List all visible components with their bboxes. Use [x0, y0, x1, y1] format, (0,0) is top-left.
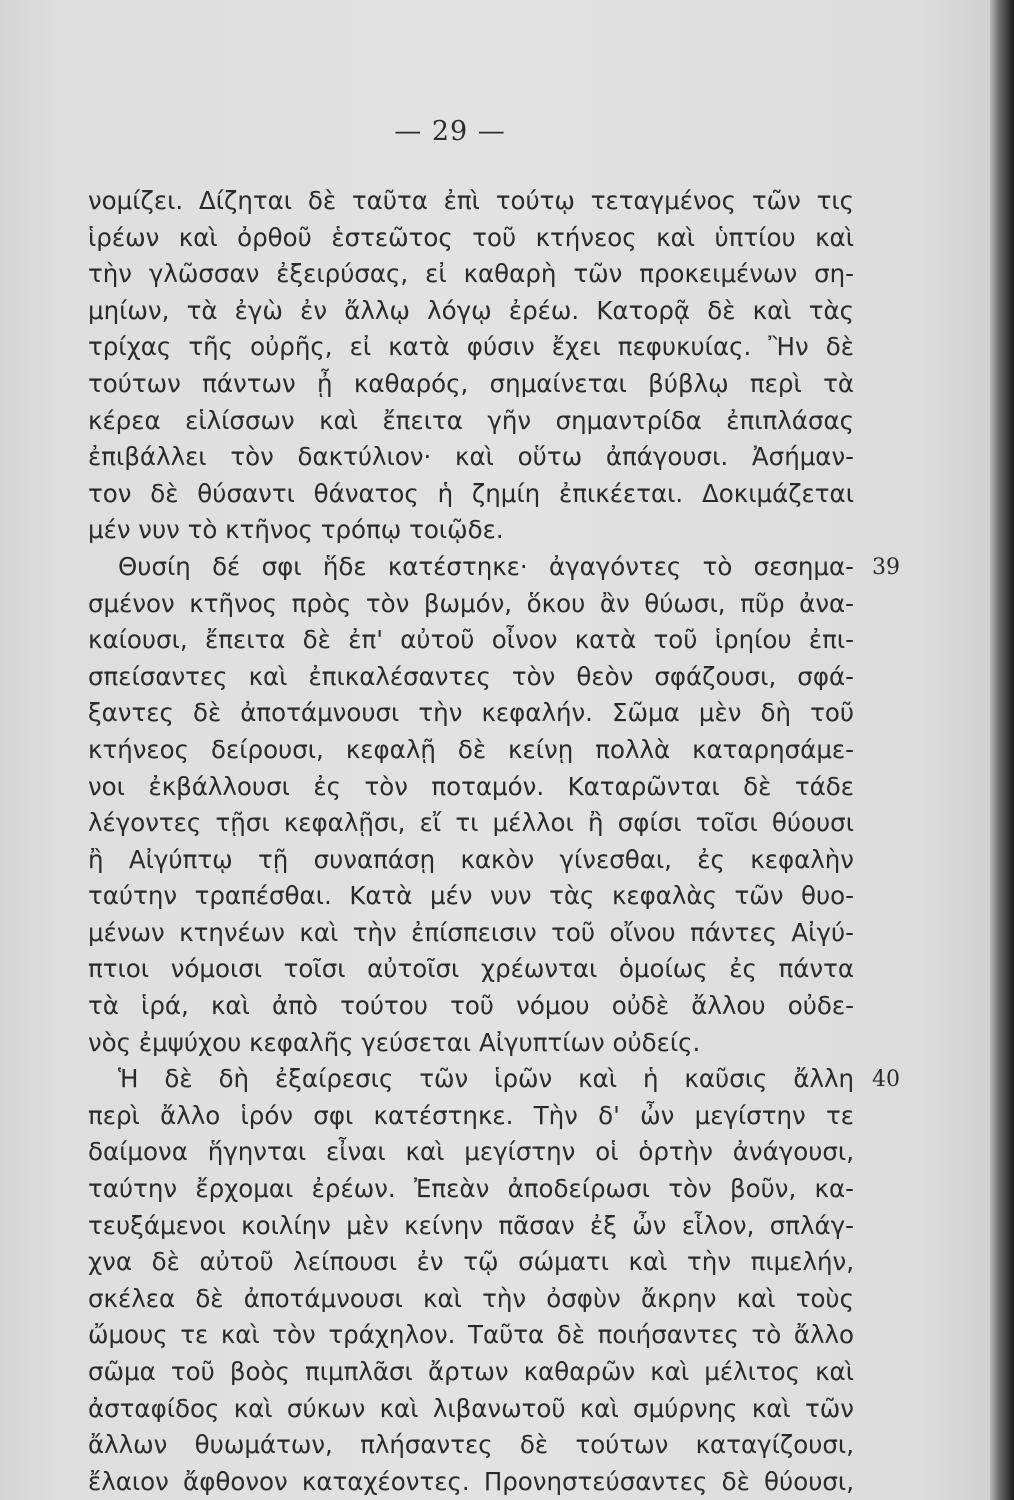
text-line: τευξάμενοι κοιλίην μὲν κείνην πᾶσαν ἐξ ὦν εἷλον, σπλάγ- — [88, 1210, 854, 1240]
text-line: λέγοντες τῇσι κεφαλῇσι, εἴ τι μέλλοι ἢ σφίσι τοῖσι θύουσι — [88, 808, 854, 838]
text-line: μένων κτηνέων καὶ τὴν ἐπίσπεισιν τοῦ οἴνου πάντες Αἰγύ- — [88, 917, 854, 947]
text-line: σῶμα τοῦ βοὸς πιμπλᾶσι ἄρτων καθαρῶν καὶ μέλιτος καὶ — [88, 1357, 854, 1386]
text-line: τούτων πάντων ᾖ καθαρός, σημαίνεται βύβλῳ περὶ τὰ — [88, 368, 854, 398]
text-line: τὰ ἱρά, καὶ ἀπὸ τούτου τοῦ νόμου οὐδὲ ἄλλου οὐδε- — [88, 991, 854, 1021]
text-line: νοι ἐκβάλλουσι ἐς τὸν ποταμόν. Καταρῶνται δὲ τάδε — [88, 771, 854, 801]
text-line: ἔλαιον ἄφθονον καταχέοντες. Προνηστεύσαντες δὲ θύουσι, — [88, 1466, 854, 1496]
text-line: ταύτην τραπέσθαι. Κατὰ μέν νυν τὰς κεφαλὰς τῶν θυο- — [88, 881, 854, 911]
text-line: ξαντες δὲ ἀποτάμνουσι τὴν κεφαλήν. Σῶμα μὲν δὴ τοῦ — [88, 698, 854, 728]
page-number: — 29 — — [394, 116, 506, 147]
text-line: Θυσίη δέ σφι ἥδε κατέστηκε· ἀγαγόντες τὸ σεσημα- — [118, 551, 854, 581]
text-line: ἄλλων θυωμάτων, πλήσαντες δὲ τούτων καταγίζουσι, — [88, 1430, 854, 1460]
section-number: 40 — [872, 1067, 900, 1093]
text-line: σπείσαντες καὶ ἐπικαλέσαντες τὸν θεὸν σφάζουσι, σφά- — [88, 661, 854, 691]
section-number: 39 — [872, 555, 900, 580]
page-edge — [990, 0, 1014, 1500]
text-line: νομίζει. Δίζηται δὲ ταῦτα ἐπὶ τούτῳ τεταγμένος τῶν τις — [88, 186, 854, 215]
text-line: ἐπιβάλλει τὸν δακτύλιον· καὶ οὕτω ἀπάγουσι. Ἀσήμαν- — [88, 442, 854, 472]
text-line: περὶ ἄλλο ἱρόν σφι κατέστηκε. Τὴν δ' ὦν μεγίστην τε — [88, 1100, 854, 1130]
text-line: νὸς ἐμψύχου κεφαλῆς γεύσεται Αἰγυπτίων οὐδείς. — [88, 1027, 701, 1057]
text-line: σμένον κτῆνος πρὸς τὸν βωμόν, ὅκου ἂν θύωσι, πῦρ ἀνα- — [88, 588, 854, 618]
text-line: πτιοι νόμοισι τοῖσι αὐτοῖσι χρέωνται ὁμοίως ἐς πάντα — [88, 954, 854, 984]
text-line: ταύτην ἔρχομαι ἐρέων. Ἐπεὰν ἀποδείρωσι τὸν βοῦν, κα- — [88, 1174, 854, 1204]
text-line: τρίχας τῆς οὐρῆς, εἰ κατὰ φύσιν ἔχει πεφυκυίας. Ἢν δὲ — [88, 332, 854, 362]
text-line: ἀσταφίδος καὶ σύκων καὶ λιβανωτοῦ καὶ σμύρνης καὶ τῶν — [88, 1393, 854, 1423]
text-line: δαίμονα ἥγηνται εἶναι καὶ μεγίστην οἱ ὁρτὴν ἀνάγουσι, — [88, 1137, 854, 1167]
text-line: ἢ Αἰγύπτῳ τῇ συναπάσῃ κακὸν γίνεσθαι, ἐς κεφαλὴν — [88, 844, 854, 874]
text-line: κτήνεος δείρουσι, κεφαλῇ δὲ κείνῃ πολλὰ καταρησάμε- — [88, 734, 854, 764]
text-line: χνα δὲ αὐτοῦ λείπουσι ἐν τῷ σώματι καὶ τὴν πιμελήν, — [88, 1247, 854, 1277]
text-line: σκέλεα δὲ ἀποτάμνουσι καὶ τὴν ὀσφὺν ἄκρην καὶ τοὺς — [88, 1283, 854, 1313]
text-line: ἱρέων καὶ ὀρθοῦ ἑστεῶτος τοῦ κτήνεος καὶ ὑπτίου καὶ — [88, 222, 854, 252]
text-line: καίουσι, ἔπειτα δὲ ἐπ' αὐτοῦ οἶνον κατὰ τοῦ ἱρηίου ἐπι- — [88, 625, 854, 655]
text-line: κέρεα εἱλίσσων καὶ ἔπειτα γῆν σημαντρίδα ἐπιπλάσας — [88, 405, 854, 435]
text-line: μέν νυν τὸ κτῆνος τρόπῳ τοιῷδε. — [88, 515, 504, 545]
text-line: τὴν γλῶσσαν ἐξειρύσας, εἰ καθαρὴ τῶν προκειμένων ση- — [88, 259, 854, 289]
text-line: μηίων, τὰ ἐγὼ ἐν ἄλλῳ λόγῳ ἐρέω. Κατορᾷ δὲ καὶ τὰς — [88, 295, 854, 325]
body-text — [88, 183, 854, 1500]
text-line: ὤμους τε καὶ τὸν τράχηλον. Ταῦτα δὲ ποιήσαντες τὸ ἄλλο — [88, 1320, 854, 1350]
text-line: Ἡ δὲ δὴ ἐξαίρεσις τῶν ἱρῶν καὶ ἡ καῦσις ἄλλη — [118, 1064, 854, 1094]
text-line: τον δὲ θύσαντι θάνατος ἡ ζημίη ἐπικέεται. Δοκιμάζεται — [88, 478, 854, 508]
